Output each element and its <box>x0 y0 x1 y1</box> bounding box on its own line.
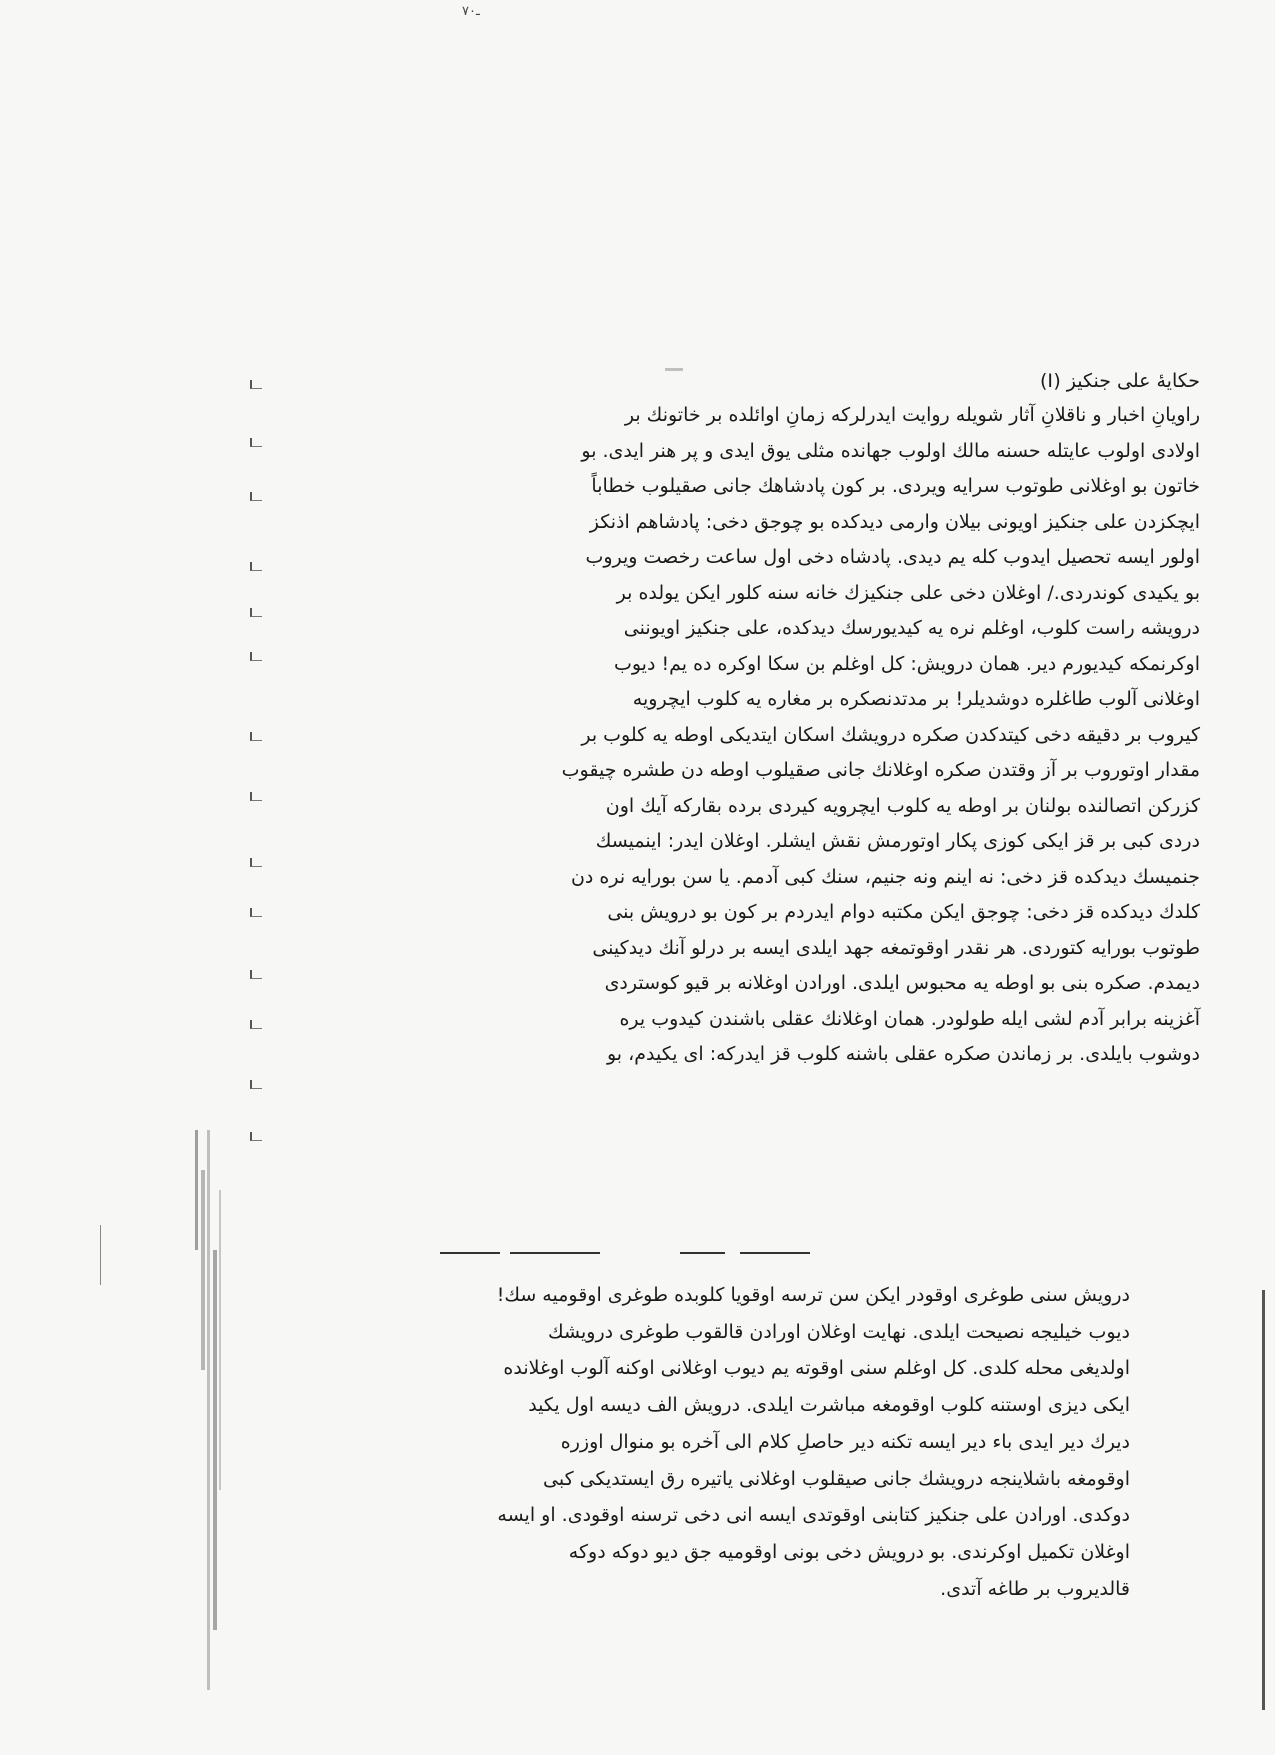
text-line: اولور ايسه تحصيل ايدوب كله يم ديدى. پادشاه دخى اول ساعت رخصت ويروب <box>585 546 1200 568</box>
text-line: مقدار اوتوروب بر آز وقتدن صكره اوغلانك جانى صقيلوب اوطه دن طشره چيقوب <box>561 759 1200 781</box>
story-text-block <box>360 366 1200 1073</box>
text-line: اولديغى محله كلدى. كل اوغلم سنى اوقوته يم ديوب اوغلانى اوكنه آلوب اوغلانده <box>503 1357 1130 1380</box>
text-line: دردى كبى بر قز ايكى كوزى پكار اوتورمش نقش ايشلر. اوغلان ايدر: اينميسك <box>595 830 1200 852</box>
text-line: ديرك دير ايدى باء دير ايسه تكنه دير حاصلِ كلام الى آخره بو منوال اوزره <box>560 1430 1130 1453</box>
text-line: كيروب بر دقيقه دخى كيتدكدن صكره درويشك اسكان ايتديكى اوطه يه كلوب بر <box>581 723 1200 746</box>
scan-line <box>100 1225 101 1285</box>
text-line: بو يكيدى كوندردى./ اوغلان دخى على جنكيزك خانه سنه كلور ايكن يولده بر <box>616 581 1200 604</box>
text-line: درويشه راست كلوب، اوغلم نره يه كيديورسك ديدكده، على جنكيز اويوننى <box>623 617 1200 639</box>
text-line: ديوب خيليجه نصيحت ايلدى. نهايت اوغلان اورادن قالقوب طوغرى درويشك <box>548 1320 1130 1343</box>
text-line: ايكى ديزى اوستنه كلوب اوقومغه مباشرت ايلدى. درويش الف ديسه اول يكيد <box>528 1394 1130 1417</box>
scan-edge-right <box>1262 1290 1265 1710</box>
text-line: جنميسك ديدكده قز دخى: نه اينم ونه جنيم، سنك كبى آدمم. يا سن بورايه نره دن <box>570 865 1200 888</box>
scan-noise-left <box>195 1130 235 1710</box>
text-line: اوكرنمكه كيديورم دير. همان درويش: كل اوغلم بن سكا اوكره ده يم! ديوب <box>613 652 1200 675</box>
text-line: دوشوب بايلدى. بر زماندن صكره عقلى باشنه كلوب قز ايدركه: اى يكيدم، بو <box>606 1043 1200 1065</box>
text-line: اوقومغه باشلاينجه درويشك جانى صيقلوب اوغلانى ياتيره رق ايستديكى كبى <box>543 1467 1130 1490</box>
text-line: ديمدم. صكره بنى بو اوطه يه محبوس ايلدى. اورادن اوغلانه بر قيو كوستردى <box>604 972 1200 994</box>
margin-scan-marks <box>250 380 270 1150</box>
text-line: اوغلانى آلوب طاغلره دوشديلر! بر مدتدنصكره بر مغاره يه كلوب ايچرويه <box>632 688 1200 710</box>
story-title: حكايهٔ على جنكيز (I) <box>1039 370 1200 392</box>
text-line: اولادى اولوب عايتله حسنه مالك اولوب جهانده مثلى يوق ايدى و پر هنر ايدى. بو <box>581 439 1200 462</box>
text-line: درويش سنى طوغرى اوقودر ايكن سن ترسه اوقويا كلوبده طوغرى اوقوميه سك! <box>496 1284 1130 1306</box>
page-number-mark: ـ٧٠ <box>462 4 480 19</box>
text-line: آغزينه برابر آدم لشى ايله طولودر. همان اوغلانك عقلى باشندن كيدوب يره <box>619 1007 1200 1030</box>
text-line: كلدك ديدكده قز دخى: چوجق ايكن مكتبه دوام ايدردم بر كون بو درويش بنى <box>607 901 1200 923</box>
text-line: قالديروب بر طاغه آتدى. <box>940 1577 1130 1600</box>
text-line: دوكدى. اورادن على جنكيز كتابنى اوقوتدى ايسه انى دخى ترسنه اوقودى. او ايسه <box>497 1504 1130 1527</box>
text-line: راويانِ اخبار و ناقلانِ آثار شويله روايت ايدرلركه زمانِ اوائلده بر خاتونك بر <box>624 404 1200 426</box>
text-line: كزركن اتصالنده بولنان بر اوطه يه كلوب ايچرويه كيردى برده بقاركه آيك اون <box>605 794 1200 817</box>
text-line: خاتون بو اوغلانى طوتوب سرايه ويردى. بر كون پادشاهك جانى صقيلوب خطاباً <box>591 475 1200 497</box>
story-continuation-block <box>260 1277 1130 1607</box>
text-line: ايچكزدن على جنكيز اويونى بيلان وارمى ديدكده بو چوجق دخى: پادشاهم اذنكز <box>589 510 1200 533</box>
text-line: طوتوب بورايه كتوردى. هر نقدر اوقوتمغه جهد ايلدى ايسه بر درلو آنك ديدكينى <box>592 936 1200 959</box>
section-divider <box>440 1250 920 1256</box>
text-line: اوغلان تكميل اوكرندى. بو درويش دخى بونى اوقوميه جق ديو دوكه دوكه <box>568 1540 1130 1563</box>
